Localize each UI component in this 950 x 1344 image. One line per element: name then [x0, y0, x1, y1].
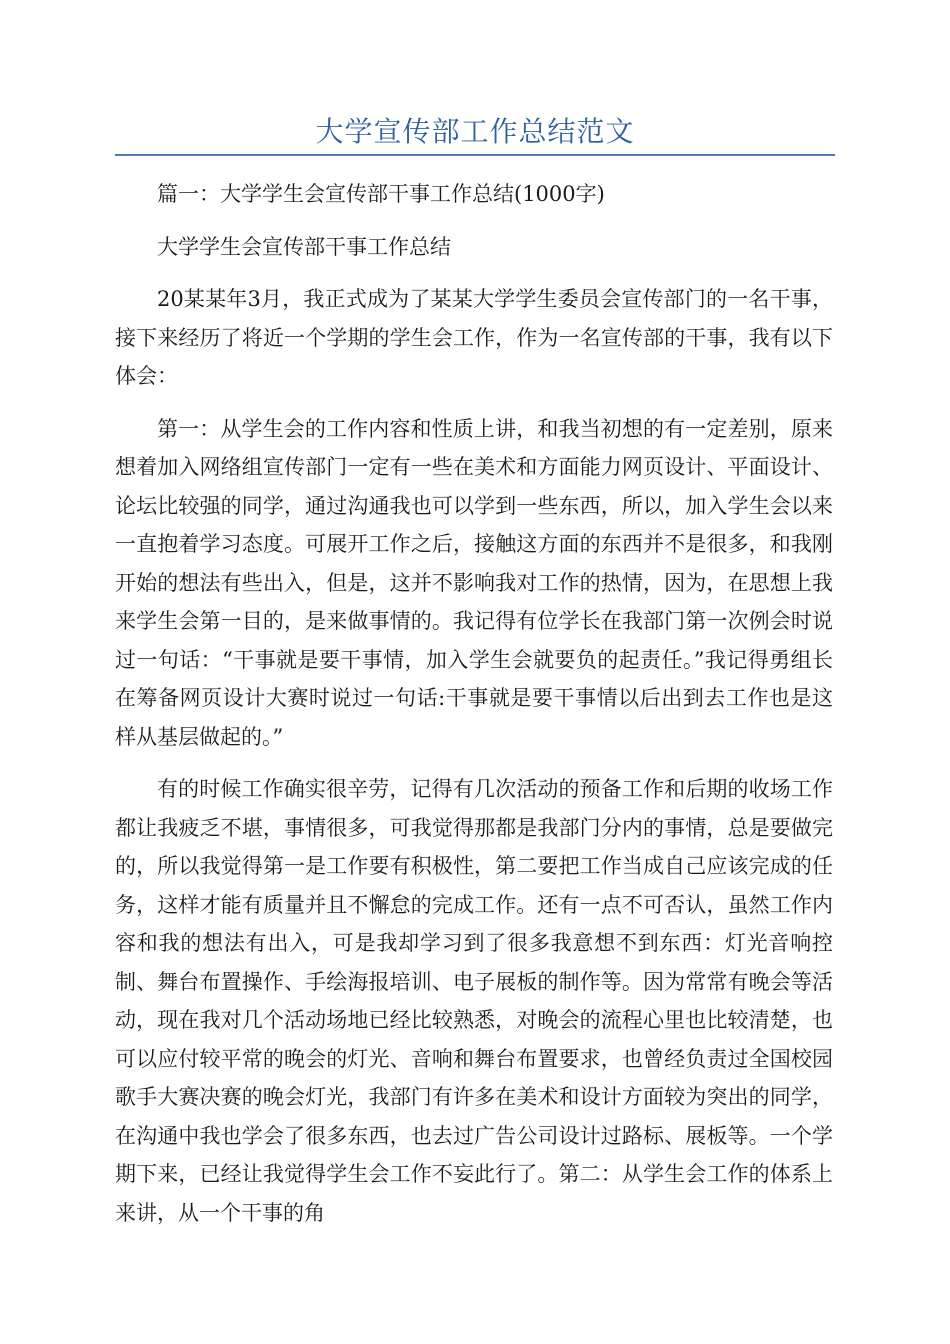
paragraph-experience: 有的时候工作确实很辛劳，记得有几次活动的预备工作和后期的收场工作都让我疲乏不堪，事情很多，可我觉得那都是我部门分内的事情，总是要做完的，所以我觉得第一是工作要有积极性，第二要把工作当成自己应该完成的任务，这样才能有质量并且不懈怠的完成工作。还有一点不可否认，虽然工作内容和我的想法有出入，可是我却学习到了很多我意想不到东西：灯光音响控制、舞台布置操作、手绘海报培训、电子展板的制作等。因为常常有晚会等活动，现在我对几个活动场地已经比较熟悉，对晚会的流程心里也比较清楚，也可以应付较平常的晚会的灯光、音响和舞台布置要求，也曾经负责过全国校园歌手大赛决赛的晚会灯光，我部门有许多在美术和设计方面较为突出的同学，在沟通中我也学会了很多东西，也去过广告公司设计过路标、展板等。一个学期下来，已经让我觉得学生会工作不妄此行了。第二：从学生会工作的体系上来讲，从一个干事的角 [115, 777, 833, 1225]
document-title: 大学宣传部工作总结范文 [315, 115, 635, 148]
paragraph-intro: 20某某年3月，我正式成为了某某大学学生委员会宣传部门的一名干事，接下来经历了将近一个学期的学生会工作，作为一名宣传部的干事，我有以下体会： [115, 287, 833, 388]
document-body [115, 175, 833, 1246]
paragraph-section-heading: 篇一：大学学生会宣传部干事工作总结(1000字) [157, 182, 605, 206]
paragraph-subtitle: 大学学生会宣传部干事工作总结 [157, 234, 451, 259]
title-underline [115, 154, 835, 156]
paragraph-first-point: 第一：从学生会的工作内容和性质上讲，和我当初想的有一定差别，原来想着加入网络组宣传部门一定有一些在美术和方面能力网页设计、平面设计、论坛比较强的同学，通过沟通我也可以学到一些东西，所以，加入学生会以来一直抱着学习态度。可展开工作之后，接触这方面的东西并不是很多，和我刚开始的想法有些出入，但是，这并不影响我对工作的热情，因为，在思想上我来学生会第一目的，是来做事情的。我记得有位学长在我部门第一次例会时说过一句话：“干事就是要干事情，加入学生会就要负的起责任。”我记得勇组长在筹备网页设计大赛时说过一句话:干事就是要干事情以后出到去工作也是这样从基层做起的。” [115, 416, 833, 749]
